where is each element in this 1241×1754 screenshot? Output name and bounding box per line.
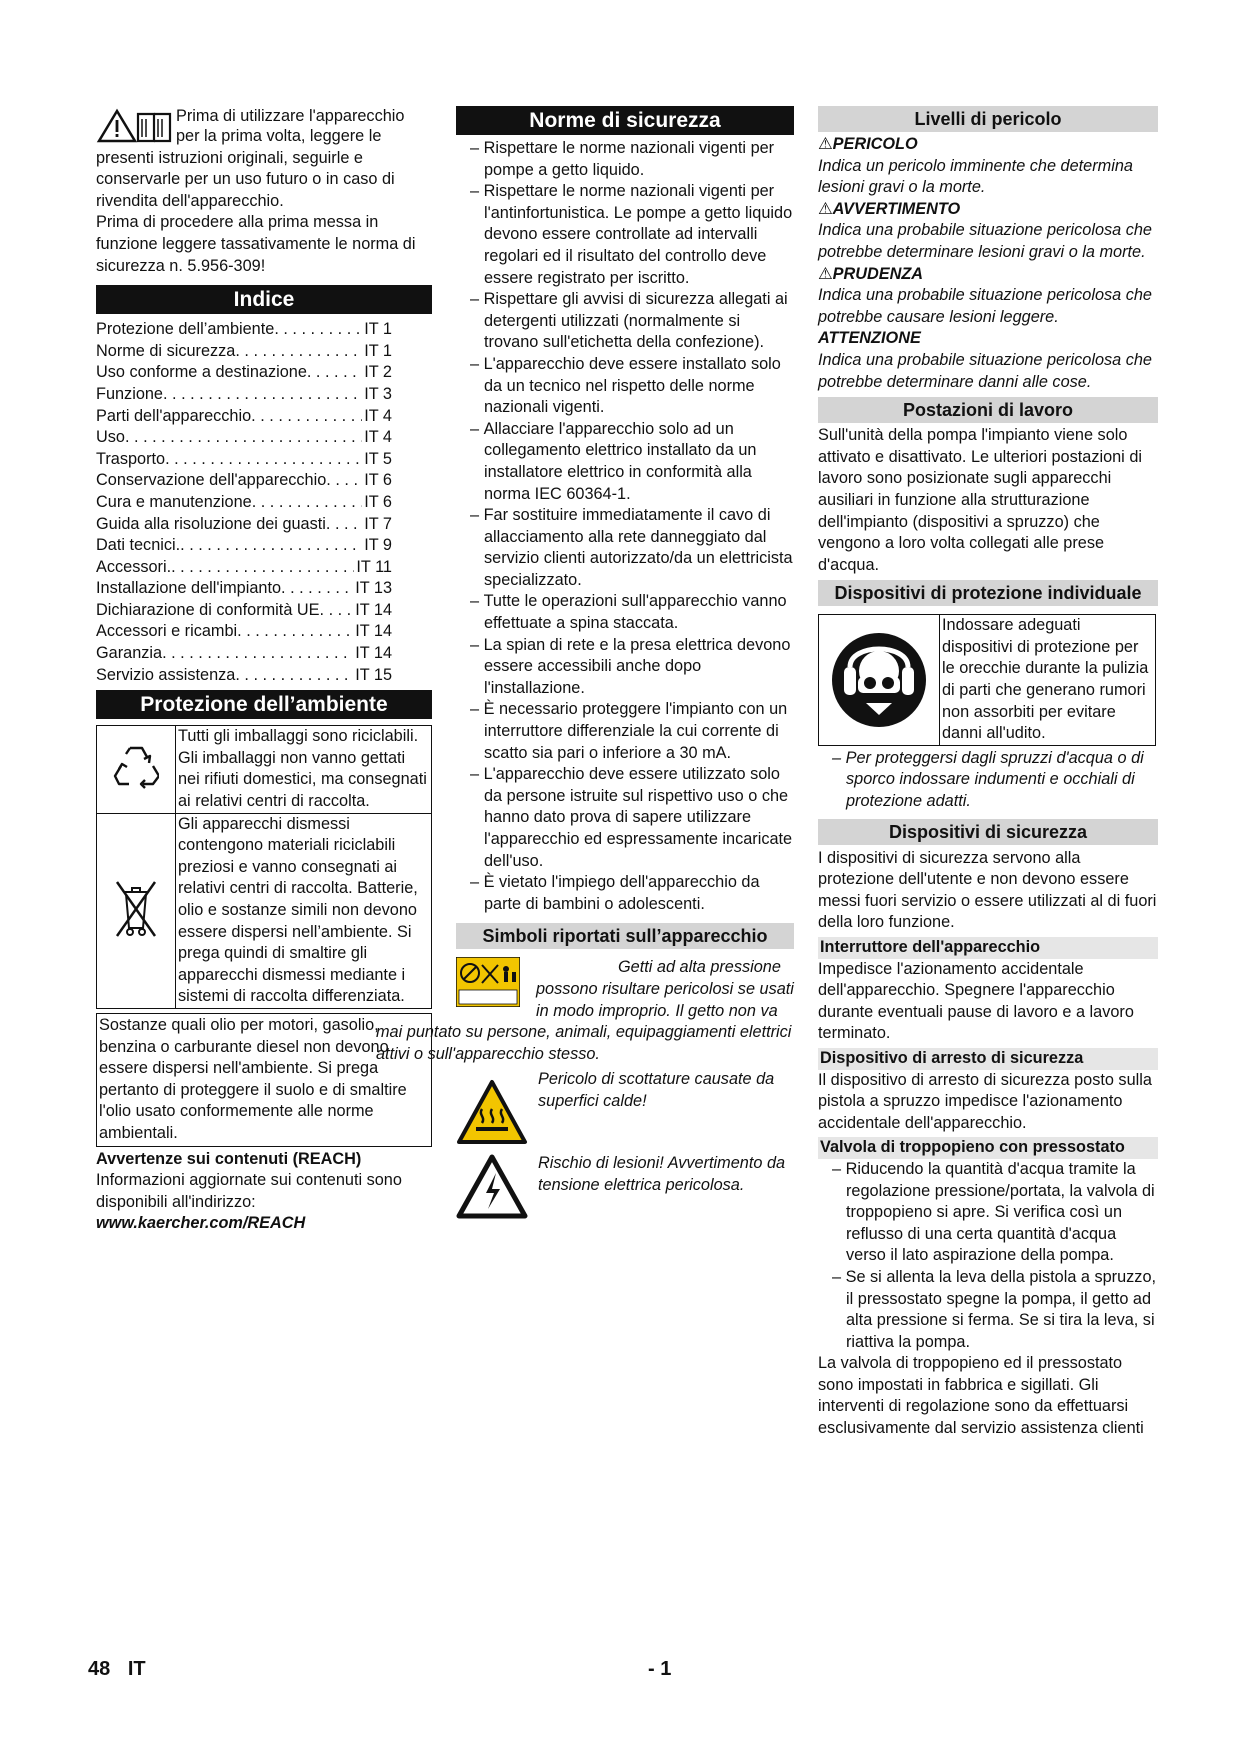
toc-entry-label: Dichiarazione di conformità UE — [96, 600, 320, 619]
toc-entry-label: Dati tecnici. — [96, 536, 181, 555]
toc-leader-dots — [326, 470, 362, 492]
switch-heading: Interruttore dell'apparecchio — [818, 937, 1158, 959]
workstations-heading: Postazioni di lavoro — [818, 397, 1158, 423]
toc-entry-page: IT 3 — [364, 384, 392, 403]
toc-entry-page: IT 7 — [364, 514, 392, 533]
toc-leader-dots — [235, 665, 353, 687]
warning-manual-icons — [96, 106, 176, 146]
ppe-box — [818, 614, 1156, 746]
ppe-box-text: Indossare adeguati dispositivi di protezione per le orecchie durante la pulizia di parti che generano rumori non assorbiti per evitare danni all'udito. — [942, 616, 1149, 743]
symbol-hot — [456, 1069, 794, 1149]
danger-level-label: ATTENZIONE — [818, 329, 921, 348]
valve-list — [818, 1159, 1158, 1353]
toc-entry[interactable] — [96, 557, 392, 579]
list-item: – Riducendo la quantità d'acqua tramite la regolazione pressione/portata, la valvola di troppopieno si apre. Si verifica così un reflusso di una certa quantità d'acqua verso il lato aspirazione della pompa. — [818, 1159, 1158, 1267]
toc-entry[interactable] — [96, 449, 392, 471]
safety-rules-list — [456, 138, 794, 915]
intro-first-line: Prima di utilizzare l'apparecchio — [176, 107, 405, 125]
danger-level-description: Indica una probabile situazione pericolosa che potrebbe determinare lesioni gravi o la morte. — [818, 221, 1152, 261]
list-item: – Rispettare le norme nazionali vigenti per pompe a getto liquido. — [456, 138, 794, 181]
list-item: – È vietato l'impiego dell'apparecchio da parte di bambini o adolescenti. — [456, 872, 794, 915]
list-item: – La spian di rete e la presa elettrica devono essere accessibili anche dopo l'installazione. — [456, 635, 794, 700]
list-item: – Rispettare gli avvisi di sicurezza allegati ai detergenti utilizzati (normalmente si trovano sull'etichetta della confezione). — [456, 289, 794, 354]
toc-entry-label: Garanzia — [96, 644, 163, 663]
electric-hazard-text: Rischio di lesioni! Avvertimento da tensione elettrica pericolosa. — [538, 1154, 786, 1194]
toc-leader-dots — [163, 384, 362, 406]
toc-entry[interactable] — [96, 643, 392, 665]
toc-entry[interactable] — [96, 492, 392, 514]
toc-leader-dots — [307, 362, 362, 384]
reach-text: Informazioni aggiornate sui contenuti sono disponibili all'indirizzo: — [96, 1171, 402, 1211]
toc-entry-label: Accessori. — [96, 557, 172, 576]
ear-eye-protection-icon — [830, 631, 928, 729]
devices-intro: I dispositivi di sicurezza servono alla protezione dell'utente e non devono essere messi fuori servizio o essere utilizzati al di fuori della loro funzione. — [818, 848, 1157, 932]
toc-leader-dots — [326, 514, 362, 536]
symbol-jet — [376, 957, 794, 1065]
packaging-note: Tutti gli imballaggi sono riciclabili. Gli imballaggi non vanno gettati nei rifiuti domestici, ma consegnati ai relativi centri di raccolta. — [176, 726, 432, 813]
list-item: – Allacciare l'apparecchio solo ad un collegamento elettrico installato da un installatore elettrico in conformità alla norma IEC 60364-1. — [456, 419, 794, 505]
reach-link[interactable]: www.kaercher.com/REACH — [96, 1214, 306, 1233]
toc-leader-dots — [162, 643, 353, 665]
toc-leader-dots — [235, 341, 362, 363]
list-item: – Tutte le operazioni sull'apparecchio vanno effettuate a spina staccata. — [456, 591, 794, 634]
warning-triangle-icon: ⚠ — [818, 264, 833, 283]
jet-warning-sticker-icon — [456, 957, 520, 1007]
toc-entry[interactable] — [96, 319, 392, 341]
toc-leader-dots — [165, 449, 362, 471]
toc-entry-label: Uso — [96, 428, 125, 447]
toc-leader-dots — [252, 492, 363, 514]
reach-title: Avvertenze sui contenuti (REACH) — [96, 1149, 362, 1168]
toc-entry[interactable] — [96, 578, 392, 600]
toc-entry-page: IT 15 — [355, 665, 392, 684]
toc-leader-dots — [237, 621, 353, 643]
danger-level-description: Indica una probabile situazione pericolosa che potrebbe causare lesioni leggere. — [818, 286, 1152, 326]
toc-entry-page: IT 9 — [364, 536, 392, 555]
stop-text: Il dispositivo di arresto di sicurezza posto sulla pistola a spruzzo impedisce l'azionamento accidentale dell'apparecchio. — [818, 1070, 1152, 1132]
column-right — [818, 106, 1158, 1440]
toc-entry-label: Protezione dell’ambiente — [96, 320, 275, 339]
toc-entry[interactable] — [96, 600, 392, 622]
toc-entry-page: IT 6 — [364, 492, 392, 511]
toc-entry-page: IT 14 — [355, 622, 392, 641]
danger-level-name — [818, 264, 1158, 286]
toc-entry-page: IT 2 — [364, 363, 392, 382]
toc-entry-page: IT 4 — [364, 406, 392, 425]
toc-entry-label: Cura e manutenzione — [96, 492, 252, 511]
disposal-note: Gli apparecchi dismessi contengono materiali riciclabili preziosi e vanno consegnati ai relativi centri di raccolta. Batterie, olio e sostanze simili non devono essere dispersi nell’ambiente. Si prega quindi di smaltire gli apparecchi dismessi mediante i sistemi di raccolta differenziata. — [176, 813, 432, 1008]
footer-page-label — [88, 1658, 146, 1681]
danger-level-description: Indica una probabile situazione pericolosa che potrebbe determinare danni alle cose. — [818, 350, 1152, 391]
toc-entry[interactable] — [96, 514, 392, 536]
toc-entry-label: Guida alla risoluzione dei guasti — [96, 514, 326, 533]
language-code: IT — [127, 1658, 146, 1680]
toc-entry[interactable] — [96, 406, 392, 428]
list-item: – È necessario proteggere l'impianto con un interruttore differenziale la cui corrente di scatto sia pari o inferiore a 30 mA. — [456, 699, 794, 764]
crossed-bin-icon — [114, 878, 158, 938]
warning-triangle-icon: ⚠ — [818, 199, 833, 218]
list-item: – Per proteggersi dagli spruzzi d'acqua o di sporco indossare indumenti e occhiali di protezione adatti. — [818, 748, 1158, 813]
safety-heading: Norme di sicurezza — [456, 106, 794, 135]
toc-leader-dots — [125, 427, 362, 449]
toc-leader-dots — [251, 406, 362, 428]
jet-warning-text: Getti ad alta pressione possono risultare pericolosi se usati in modo improprio. Il getto non va mai puntato su persone, animali, equipaggiamenti elettrici attivi o sull'apparecchio stesso. — [376, 958, 794, 1063]
toc-entry[interactable] — [96, 427, 392, 449]
warning-triangle-icon: ⚠ — [818, 135, 833, 153]
toc-entry-label: Uso conforme a destinazione — [96, 363, 307, 382]
toc-leader-dots — [320, 600, 354, 622]
danger-level-label: PERICOLO — [832, 135, 918, 153]
environment-heading: Protezione dell’ambiente — [96, 690, 432, 719]
toc-entry[interactable] — [96, 665, 392, 687]
danger-level-description: Indica un pericolo imminente che determina lesioni gravi o la morte. — [818, 156, 1133, 197]
toc-entry[interactable] — [96, 535, 392, 557]
toc-leader-dots — [180, 535, 362, 557]
oil-note: Sostanze quali olio per motori, gasolio, benzina o carburante diesel non devono essere dispersi nell'ambiente. Si prega pertanto di proteggere il suolo e di smaltire l'olio usato conformemente alle norme ambientali. — [96, 1013, 432, 1147]
toc-entry-page: IT 1 — [364, 320, 392, 339]
toc-entry-label: Parti dell'apparecchio — [96, 406, 252, 425]
intro-text: per la prima volta, leggere le presenti istruzioni originali, seguirle e conservarle per un uso futuro o in caso di rivendita dell'apparecchio. — [96, 127, 395, 210]
toc-entry-label: Conservazione dell'apparecchio — [96, 471, 327, 490]
recycle-icon — [113, 742, 159, 790]
toc-entry-page: IT 14 — [355, 600, 392, 619]
toc-entry-label: Funzione — [96, 384, 163, 403]
column-left — [96, 106, 432, 1235]
danger-level-label: AVVERTIMENTO — [832, 199, 961, 218]
index-heading: Indice — [96, 285, 432, 314]
danger-level-name — [818, 328, 1158, 350]
manual-book-icon — [138, 114, 170, 141]
list-item: – Far sostituire immediatamente il cavo di allacciamento alla rete danneggiato dal servizio clienti autorizzato/da un elettricista specializzato. — [456, 505, 794, 591]
hot-surface-icon — [456, 1079, 528, 1147]
toc-entry[interactable] — [96, 384, 392, 406]
toc-entry[interactable] — [96, 470, 392, 492]
intro-text-2: Prima di procedere alla prima messa in funzione leggere tassativamente le norma di sicurezza n. 5.956-309! — [96, 213, 416, 275]
list-item: – Rispettare le norme nazionali vigenti per l'antinfortunistica. Le pompe a getto liquido devono essere controllate ad intervalli regolari ed il risultato del controllo deve essere registrato per iscritto. — [456, 181, 794, 289]
symbol-electric — [456, 1153, 794, 1233]
toc-entry-label: Norme di sicurezza — [96, 341, 236, 360]
toc-entry-page: IT 1 — [364, 341, 392, 360]
hot-surface-text: Pericolo di scottature causate da superfici calde! — [538, 1070, 775, 1110]
toc-entry-page: IT 13 — [355, 579, 392, 598]
valve-text: La valvola di troppopieno ed il pressostato sono impostati in fabbrica e sigillati. Gli interventi di regolazione sono da effettuarsi esclusivamente dal servizio assistenza clienti — [818, 1354, 1144, 1438]
toc-entry-label: Trasporto — [96, 449, 166, 468]
symbols-heading: Simboli riportati sull’apparecchio — [456, 923, 794, 949]
switch-text: Impedisce l'azionamento accidentale dell'apparecchio. Spegnere l'apparecchio durante eventuali pause di lavoro e a lavoro terminato. — [818, 959, 1134, 1043]
toc-entry-label: Servizio assistenza — [96, 665, 236, 684]
toc-entry-page: IT 11 — [356, 557, 392, 576]
toc-entry-page: IT 14 — [355, 644, 392, 663]
toc-entry-page: IT 5 — [364, 449, 392, 468]
footer-center: - 1 — [648, 1658, 672, 1680]
list-item: – L'apparecchio deve essere installato solo da un tecnico nel rispetto delle norme nazionali vigenti. — [456, 354, 794, 419]
toc-leader-dots — [281, 578, 353, 600]
workstations-text: Sull'unità della pompa l'impianto viene solo attivato e disattivato. Le ulteriori postazioni di lavoro sono posizionate sugli apparecchi ausiliari in funzione alla strutturazione dell'impianto (dispositivi a spruzzo) che vengono a loro volta collegati alle prese d'acqua. — [818, 426, 1142, 574]
danger-levels-list — [818, 134, 1158, 393]
toc-leader-dots — [171, 557, 354, 579]
toc-entry-label: Accessori e ricambi — [96, 622, 238, 641]
toc-entry[interactable] — [96, 621, 392, 643]
toc-entry[interactable] — [96, 341, 392, 363]
intro-block — [96, 106, 432, 277]
ppe-list — [818, 748, 1158, 813]
toc-leader-dots — [274, 319, 362, 341]
list-item: – L'apparecchio deve essere utilizzato solo da persone istruite sul rispettivo uso o che hanno dato prova di sapere utilizzare l'apparecchio ed espressamente incaricate dell'uso. — [456, 764, 794, 872]
toc-entry-page: IT 6 — [364, 471, 392, 490]
levels-heading: Livelli di pericolo — [818, 106, 1158, 132]
page-number: 48 — [88, 1658, 111, 1680]
devices-heading: Dispositivi di sicurezza — [818, 819, 1158, 845]
valve-heading: Valvola di troppopieno con pressostato — [818, 1137, 1158, 1159]
stop-heading: Dispositivo di arresto di sicurezza — [818, 1048, 1158, 1070]
table-of-contents — [96, 319, 392, 686]
danger-level-label: PRUDENZA — [832, 264, 924, 283]
toc-entry-label: Installazione dell'impianto — [96, 579, 282, 598]
ppe-heading: Dispositivi di protezione individuale — [818, 580, 1158, 606]
electric-hazard-icon — [456, 1153, 528, 1221]
toc-entry[interactable] — [96, 362, 392, 384]
danger-level-name — [818, 199, 1158, 221]
warning-triangle-icon — [96, 108, 172, 144]
danger-level-name — [818, 134, 1158, 156]
list-item: – Se si allenta la leva della pistola a spruzzo, il pressostato spegne la pompa, il getto ad alta pressione si ferma. Se si tira la leva, si riattiva la pompa. — [818, 1267, 1158, 1353]
toc-entry-page: IT 4 — [364, 428, 392, 447]
